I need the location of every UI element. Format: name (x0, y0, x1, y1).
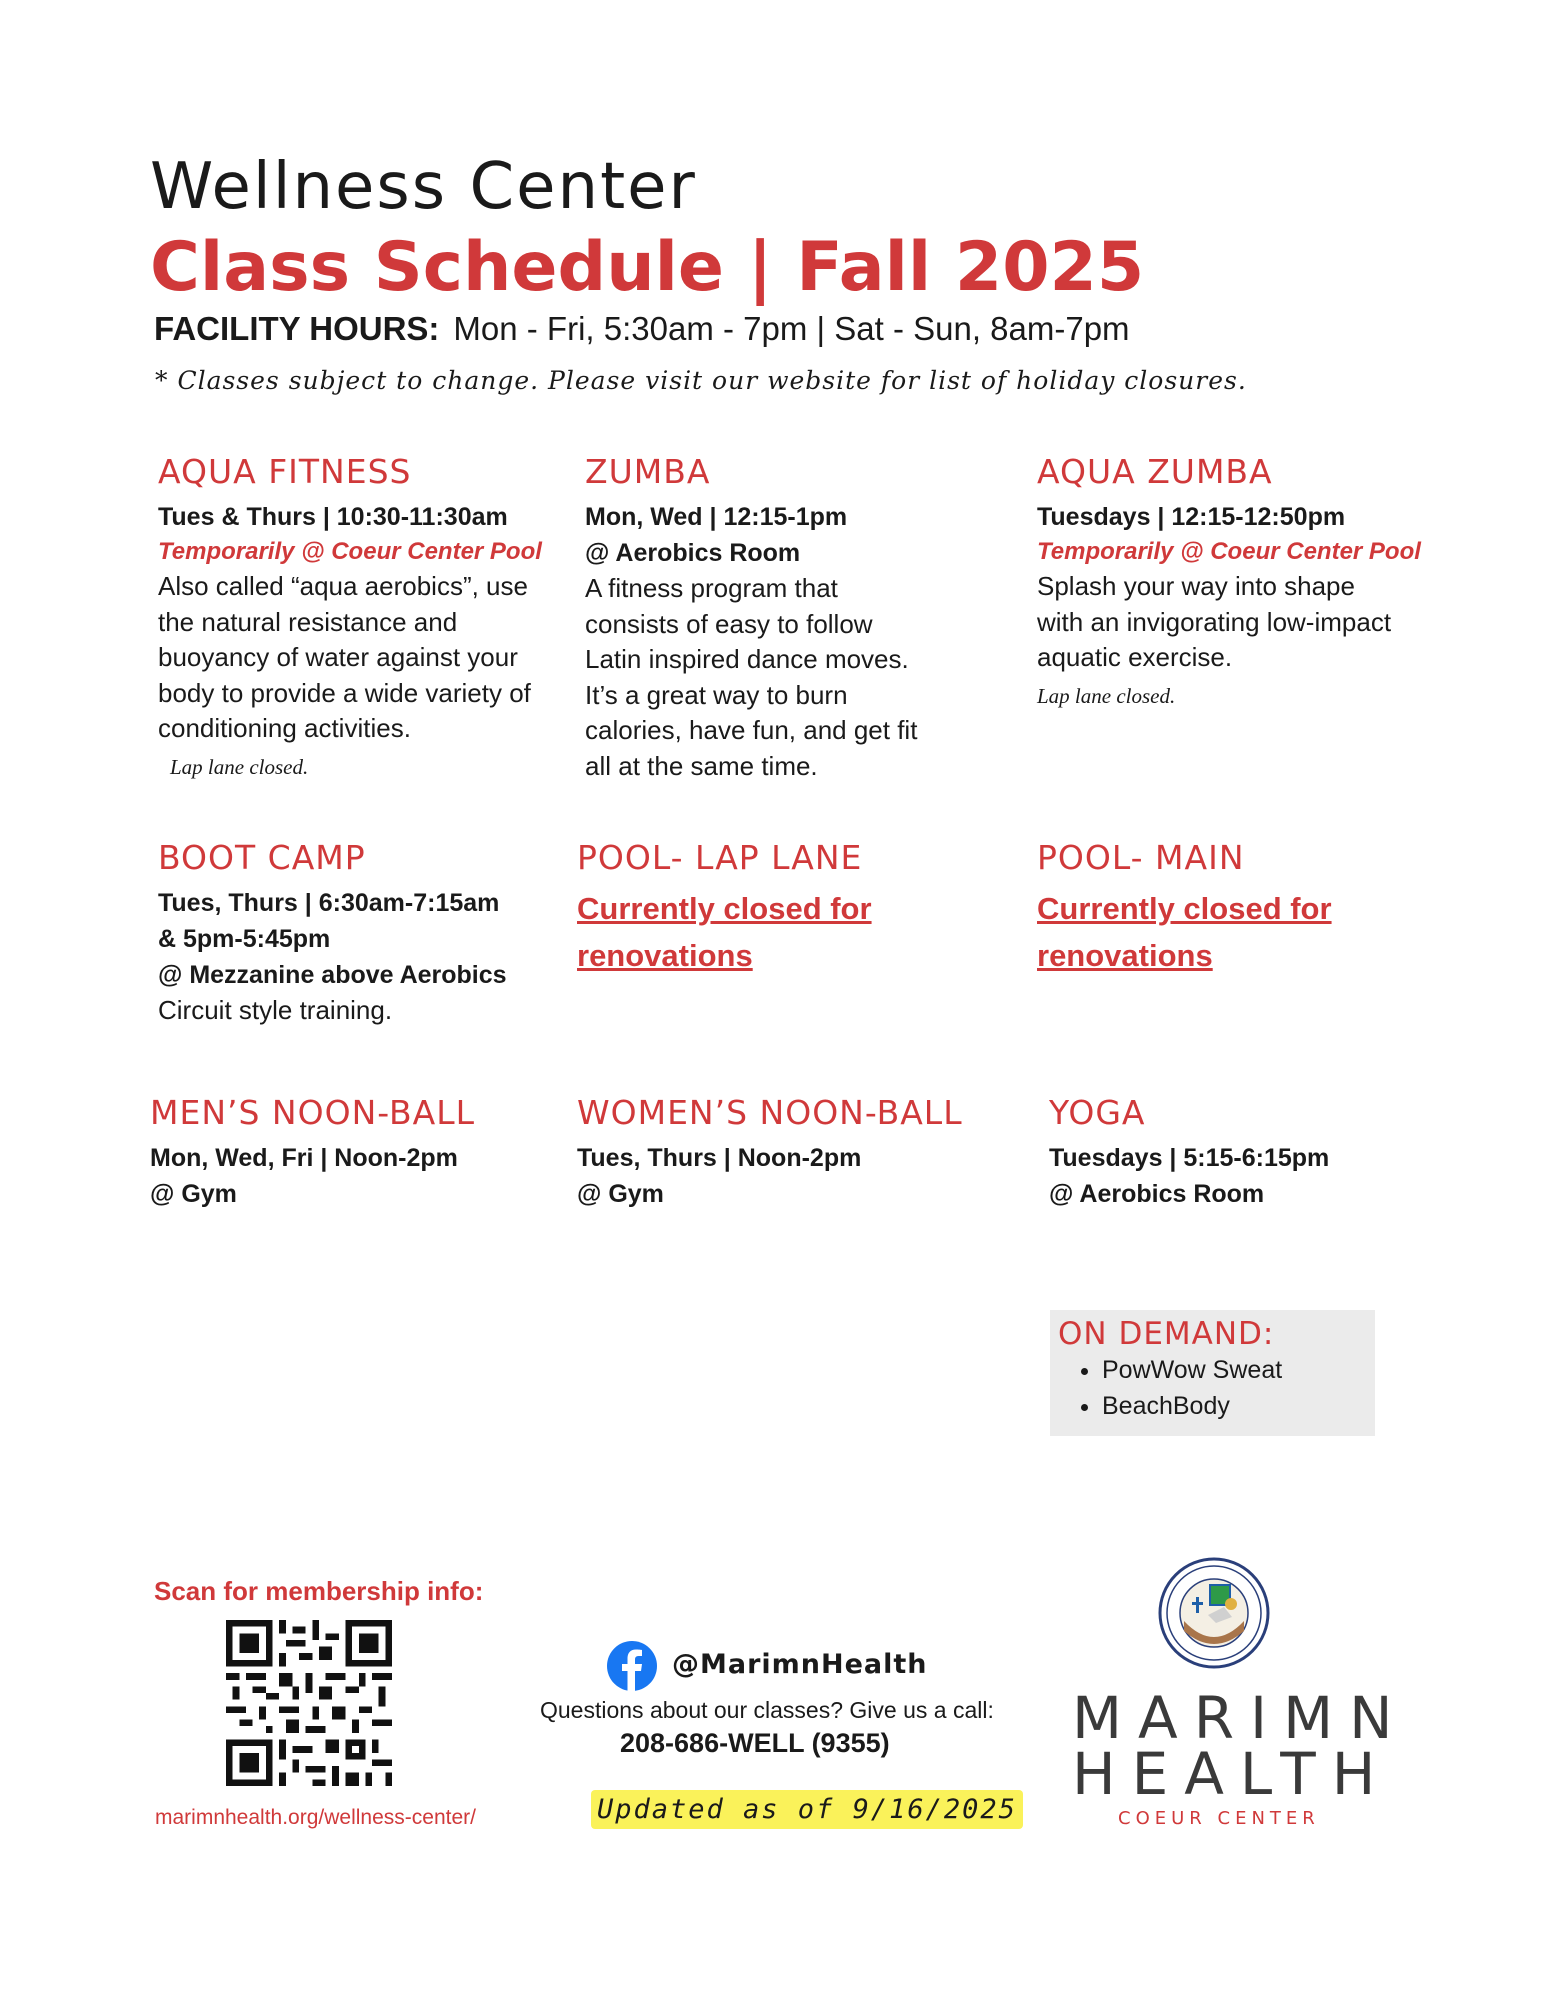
facebook-icon[interactable] (606, 1640, 658, 1692)
schedule-note: * Classes subject to change. Please visit our website for list of holiday closures. (155, 366, 1247, 395)
desc-line: Splash your way into shape (1037, 571, 1355, 601)
website-link[interactable]: marimnhealth.org/wellness-center/ (155, 1806, 476, 1829)
class-schedule: Tues, Thurs | Noon-2pm (577, 1144, 862, 1172)
class-yoga (1049, 1093, 1429, 1212)
desc-line: with an invigorating low-impact (1037, 606, 1392, 637)
logo-health: HEALTH (1072, 1740, 1392, 1808)
class-schedule: Mon, Wed, Fri | Noon-2pm (150, 1144, 458, 1172)
desc-line: body to provide a wide variety of (158, 677, 531, 708)
class-womens-noon-ball (577, 1093, 997, 1212)
desc-line: calories, have fun, and get fit (585, 715, 918, 745)
class-temporary-location: Temporarily @ Coeur Center Pool (158, 538, 542, 565)
closed-notice[interactable] (577, 885, 977, 979)
closed-line[interactable]: renovations (1037, 938, 1213, 973)
facebook-handle[interactable]: @MarimnHealth (672, 1649, 928, 1680)
closed-notice[interactable] (1037, 885, 1437, 979)
facility-hours (154, 310, 1130, 348)
class-aqua-zumba (1037, 452, 1437, 709)
class-name: AQUA ZUMBA (1037, 452, 1273, 491)
logo-marimn: MARIMN (1072, 1684, 1409, 1752)
on-demand-list (1070, 1352, 1282, 1424)
desc-line: all at the same time. (585, 750, 818, 781)
class-location: @ Gym (150, 1180, 237, 1208)
class-location: @ Aerobics Room (1049, 1180, 1265, 1208)
lap-lane-note: Lap lane closed. (170, 754, 309, 779)
class-schedule: Tuesdays | 12:15-12:50pm (1037, 503, 1346, 531)
on-demand-item: • BeachBody (1102, 1388, 1282, 1424)
class-schedule: Mon, Wed | 12:15-1pm (585, 503, 848, 531)
logo-coeur-center: COEUR CENTER (1118, 1808, 1320, 1829)
class-location: @ Gym (577, 1180, 664, 1208)
class-name: AQUA FITNESS (158, 452, 412, 491)
class-name: ZUMBA (585, 452, 711, 491)
class-boot-camp (158, 838, 558, 1029)
class-description (1037, 569, 1437, 676)
class-schedule: Tues & Thurs | 10:30-11:30am (158, 503, 508, 531)
closed-line[interactable]: renovations (577, 938, 753, 973)
class-name: BOOT CAMP (158, 838, 366, 877)
class-temporary-location: Temporarily @ Coeur Center Pool (1037, 538, 1421, 565)
class-zumba (585, 452, 945, 784)
class-schedule: Tues, Thurs | 6:30am-7:15am (158, 889, 500, 917)
desc-line: Latin inspired dance moves. (585, 644, 909, 674)
class-name: POOL- LAP LANE (577, 838, 863, 877)
qr-code-icon[interactable] (226, 1620, 392, 1786)
class-name: POOL- MAIN (1037, 838, 1245, 877)
facility-hours-value: Mon - Fri, 5:30am - 7pm | Sat - Sun, 8am-7pm (453, 310, 1130, 347)
class-mens-noon-ball (150, 1093, 570, 1212)
facebook-row[interactable] (606, 1640, 928, 1692)
class-location: @ Mezzanine above Aerobics (158, 961, 507, 989)
class-description (158, 569, 558, 747)
page-subtitle: Class Schedule | Fall 2025 (150, 228, 1145, 307)
desc-line: aquatic exercise. (1037, 642, 1233, 672)
desc-line: Also called “aqua aerobics”, use (158, 571, 528, 601)
class-description (585, 571, 945, 784)
contact-question-text: Questions about our classes? Give us a call: (540, 1697, 994, 1723)
class-schedule: Tuesdays | 5:15-6:15pm (1049, 1144, 1330, 1172)
phone-number[interactable]: 208-686-WELL (9355) (620, 1728, 890, 1758)
desc-line: conditioning activities. (158, 713, 411, 743)
class-pool-lap-lane (577, 838, 977, 979)
class-name: MEN’S NOON-BALL (150, 1093, 475, 1132)
on-demand-title: ON DEMAND: (1058, 1316, 1275, 1352)
class-schedule-extra: & 5pm-5:45pm (158, 925, 331, 953)
class-aqua-fitness (158, 452, 558, 780)
updated-date-badge: Updated as of 9/16/2025 (591, 1790, 1023, 1829)
scan-label: Scan for membership info: (154, 1576, 484, 1606)
class-name: YOGA (1049, 1093, 1146, 1132)
on-demand-panel (1050, 1310, 1375, 1436)
class-description: Circuit style training. (158, 995, 393, 1025)
closed-line[interactable]: Currently closed for (1037, 891, 1332, 926)
class-name: WOMEN’S NOON-BALL (577, 1093, 963, 1132)
desc-line: It’s a great way to burn (585, 679, 848, 710)
class-location: @ Aerobics Room (585, 539, 801, 567)
class-pool-main (1037, 838, 1437, 979)
tribe-seal-icon (1158, 1557, 1270, 1669)
desc-line: the natural resistance and (158, 606, 458, 637)
on-demand-item: • PowWow Sweat (1102, 1352, 1282, 1388)
page-title: Wellness Center (150, 150, 697, 224)
desc-line: buoyancy of water against your (158, 642, 518, 672)
lap-lane-note: Lap lane closed. (1037, 683, 1176, 708)
desc-line: A fitness program that (585, 573, 838, 603)
desc-line: consists of easy to follow (585, 608, 873, 639)
closed-line[interactable]: Currently closed for (577, 891, 872, 926)
facility-hours-label: FACILITY HOURS: (154, 310, 440, 347)
